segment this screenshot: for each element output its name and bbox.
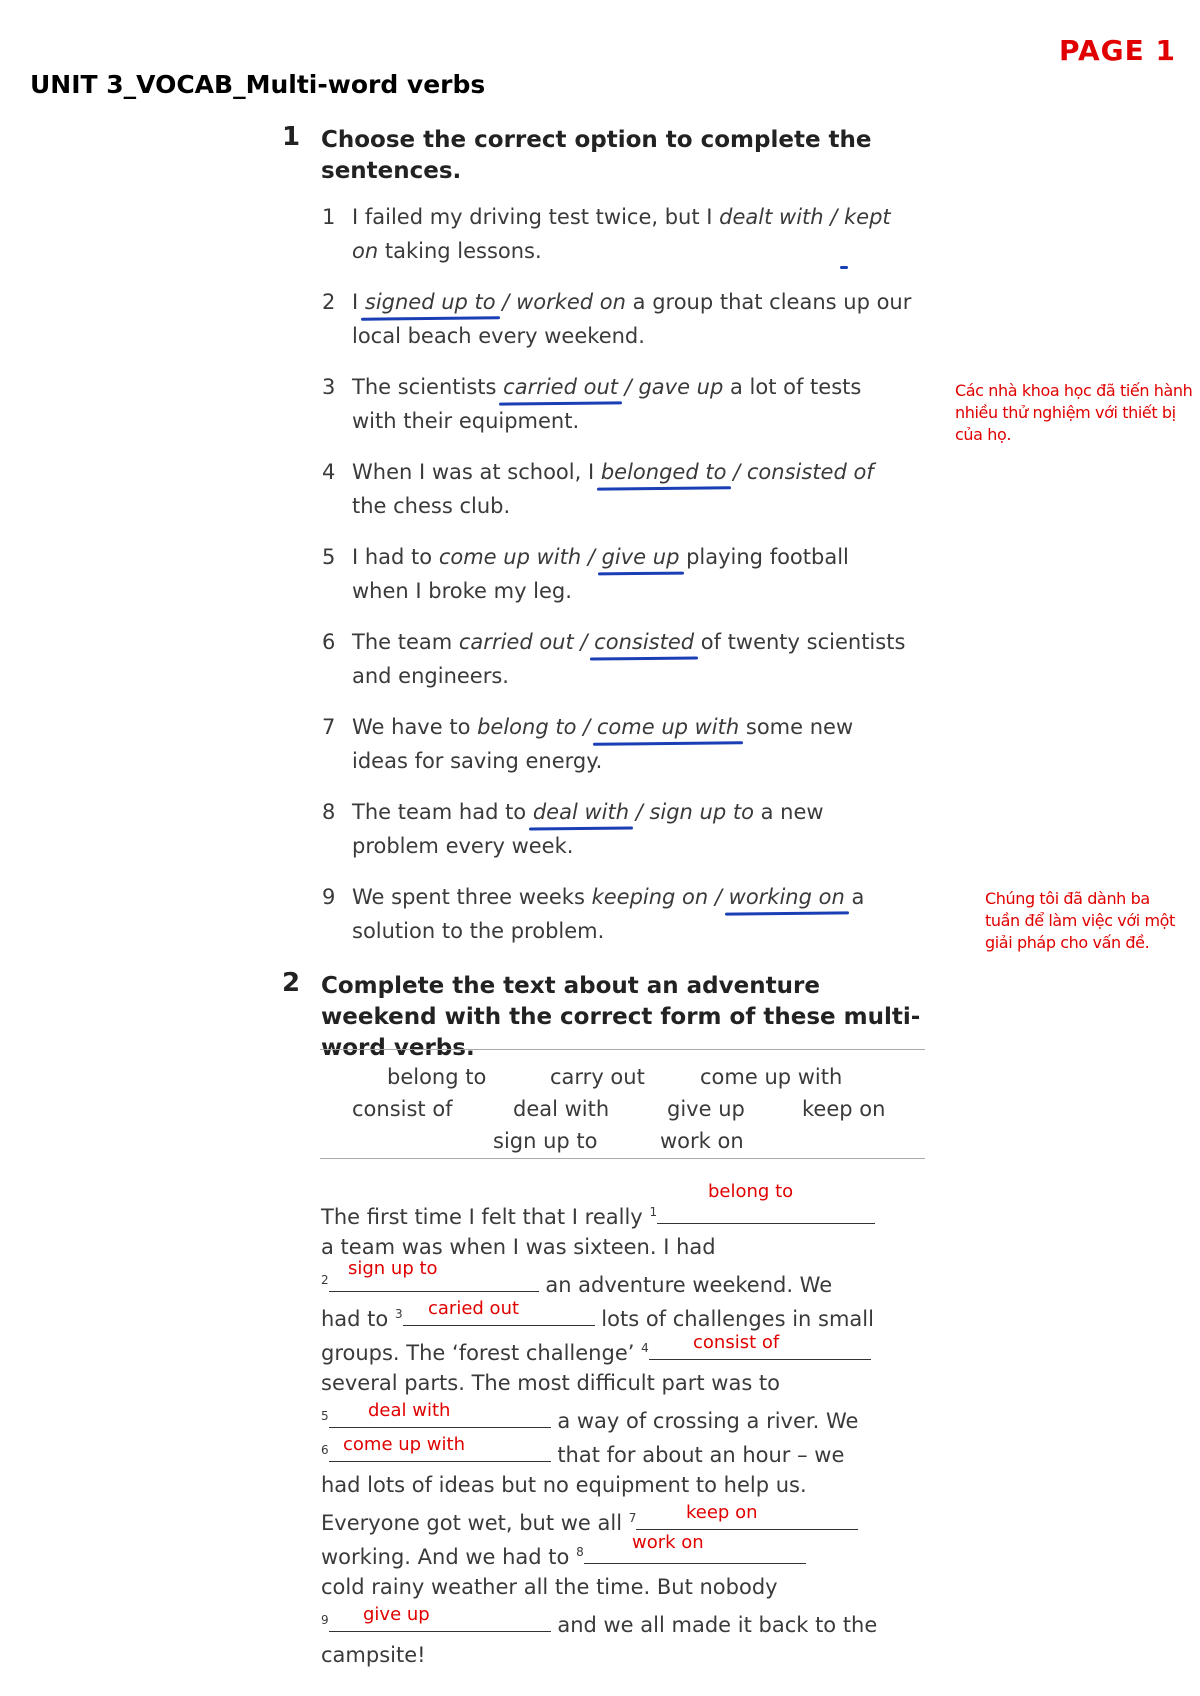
word-option: come up with [700, 1065, 843, 1089]
text-line: had to $^3$ lots of challenges in small [321, 1303, 874, 1331]
text-line: $^9$ and we all made it back to the [321, 1609, 877, 1637]
item-text: of twenty scientists and engineers. [352, 630, 906, 688]
answer: consist of [693, 1332, 780, 1353]
translation-note-9: Chúng tôi đã dành ba tuần để làm việc với một giải pháp cho vấn đề. [985, 889, 1175, 952]
option-separator: / [576, 715, 597, 739]
answer: belong to [708, 1181, 794, 1202]
option[interactable]: come up with [438, 545, 582, 569]
word-option: work on [660, 1129, 744, 1153]
blank-number: 4 [641, 1341, 649, 1355]
exercise-1-heading: Choose the correct option to complete the sentences. [321, 127, 872, 184]
item-text: the chess club. [352, 494, 511, 518]
item-text: The team [352, 630, 459, 654]
item-text: a solution to the problem. [352, 885, 865, 943]
text-line: Everyone got wet, but we all $^7$ [321, 1507, 858, 1535]
blank-number: 7 [628, 1511, 637, 1525]
item-text: We spent three weeks [352, 885, 592, 909]
blank-number: 1 [649, 1205, 658, 1219]
blank-number: 2 [321, 1273, 329, 1287]
item-number: 9 [322, 885, 336, 909]
page-label: PAGE 1 [1059, 34, 1176, 67]
text-line: working. And we had to $^8$ [321, 1541, 806, 1569]
option[interactable]: carried out [503, 375, 618, 399]
exercise-1-item [322, 625, 912, 693]
item-text: I failed my driving test twice, but I [352, 205, 720, 229]
item-text: taking lessons. [378, 239, 542, 263]
text-line: $^6$ that for about an hour – we [321, 1439, 844, 1467]
text-line: a team was when I was sixteen. I had [321, 1235, 716, 1259]
blank-number: 3 [394, 1307, 403, 1321]
exercise-1-number: 1 [282, 122, 301, 152]
document-title: UNIT 3_VOCAB_Multi-word verbs [30, 70, 486, 99]
option[interactable]: consisted of [746, 460, 874, 484]
exercise-1-item [322, 200, 912, 268]
translation-note-3: Các nhà khoa học đã tiến hành nhiều thử nghiệm với thiết bị của họ. [955, 381, 1193, 444]
word-option: carry out [550, 1065, 645, 1089]
item-text: When I was at school, I [352, 460, 601, 484]
text-line: $^5$ a way of crossing a river. We [321, 1405, 858, 1433]
text-line: cold rainy weather all the time. But nobody [321, 1575, 778, 1599]
exercise-1-item [322, 285, 912, 353]
option[interactable]: working on [728, 885, 845, 909]
item-text: I had to [352, 545, 439, 569]
word-option: sign up to [493, 1129, 598, 1153]
item-number: 6 [322, 630, 336, 654]
option-separator: / [573, 630, 595, 654]
option[interactable]: signed up to [364, 290, 496, 314]
answer: sign up to [348, 1258, 438, 1279]
option[interactable]: keeping on [591, 885, 709, 909]
option[interactable]: give up [601, 545, 680, 569]
text-line: The first time I felt that I really $^1$ [321, 1201, 875, 1229]
item-number: 4 [322, 460, 336, 484]
item-number: 1 [322, 205, 336, 229]
item-text: playing football when I broke my leg. [352, 545, 849, 603]
item-number: 5 [322, 545, 336, 569]
exercise-1-item [322, 540, 912, 608]
word-box [320, 1049, 925, 1159]
answer-blank[interactable] [657, 1201, 875, 1224]
word-option: give up [667, 1097, 745, 1121]
text-line: groups. The ‘forest challenge’ $^4$ [321, 1337, 871, 1365]
option[interactable]: dealt with [719, 205, 824, 229]
option-separator: / [495, 290, 517, 314]
option[interactable]: carried out [458, 630, 574, 654]
answer: caried out [428, 1298, 520, 1319]
blank-number: 8 [576, 1545, 584, 1559]
option[interactable]: kept on [352, 205, 891, 263]
word-option: keep on [802, 1097, 886, 1121]
option[interactable]: consisted [594, 630, 695, 654]
exercise-1-item [322, 710, 912, 778]
exercise-1-item [322, 370, 912, 438]
blank-number: 9 [321, 1613, 329, 1627]
answer-blank[interactable] [329, 1609, 551, 1632]
item-number: 2 [322, 290, 336, 314]
item-number: 8 [322, 800, 336, 824]
answer: come up with [343, 1434, 465, 1455]
item-text: The scientists [352, 375, 504, 399]
option-separator: / [618, 375, 639, 399]
blank-number: 6 [321, 1443, 329, 1457]
item-number: 7 [322, 715, 336, 739]
option-separator: / [823, 205, 845, 229]
exercise-2-heading: Complete the text about an adventure weekend with the correct form of these multi-word verbs. [321, 973, 921, 1061]
exercise-1-item [322, 795, 912, 863]
item-text: some new ideas for saving energy. [352, 715, 854, 773]
option[interactable]: worked on [516, 290, 626, 314]
option[interactable]: sign up to [649, 800, 754, 824]
item-text: a new problem every week. [352, 800, 824, 858]
exercise-2-number: 2 [282, 968, 301, 998]
option[interactable]: belong to [477, 715, 577, 739]
item-text: We have to [352, 715, 478, 739]
item-text: The team had to [352, 800, 533, 824]
word-option: consist of [352, 1097, 453, 1121]
answer: give up [363, 1604, 430, 1625]
answer: work on [632, 1532, 704, 1553]
text-line: had lots of ideas but no equipment to help us. [321, 1473, 807, 1497]
exercise-1-item [322, 880, 912, 948]
word-option: deal with [513, 1097, 610, 1121]
option[interactable]: belonged to [600, 460, 727, 484]
answer: deal with [368, 1400, 451, 1421]
text-line: $^2$ an adventure weekend. We [321, 1269, 832, 1297]
option-separator: / [726, 460, 747, 484]
item-text: a lot of tests with their equipment. [352, 375, 862, 433]
option[interactable]: gave up [638, 375, 724, 399]
word-option: belong to [387, 1065, 487, 1089]
item-number: 3 [322, 375, 336, 399]
exercise-1-item [322, 455, 912, 523]
option-separator: / [708, 885, 729, 909]
answer: keep on [686, 1502, 758, 1523]
option-separator: / [629, 800, 650, 824]
text-line: several parts. The most difficult part was to [321, 1371, 781, 1395]
option[interactable]: deal with [532, 800, 630, 824]
text-line: campsite! [321, 1643, 426, 1667]
option-separator: / [581, 545, 602, 569]
item-text: I [352, 290, 365, 314]
item-text: a group that cleans up our local beach every weekend. [352, 290, 912, 348]
option[interactable]: come up with [596, 715, 740, 739]
blank-number: 5 [321, 1409, 329, 1423]
